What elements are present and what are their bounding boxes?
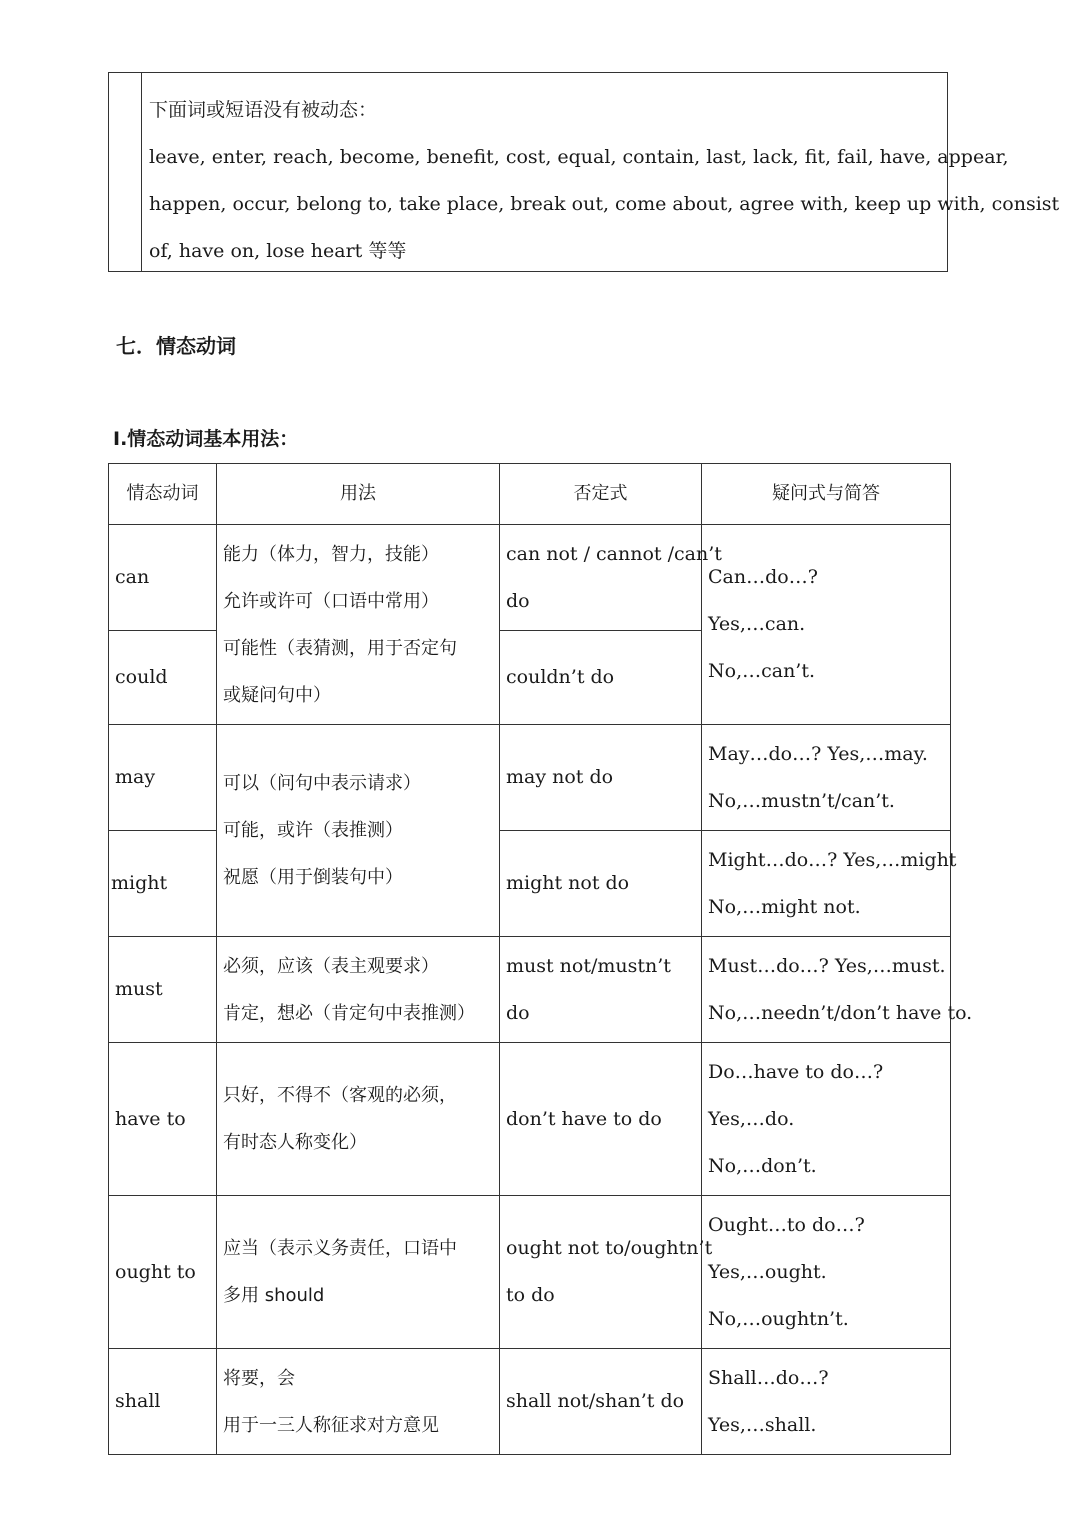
- usage-line: 应当（表示义务责任，口语中: [223, 1238, 457, 1259]
- verb-cell: shall: [109, 1349, 217, 1455]
- usage-line: 必须，应该（表主观要求）: [223, 955, 439, 977]
- answer-line: Yes,…do.: [708, 1107, 795, 1130]
- negative-cell: [500, 1196, 713, 1349]
- answer-line: Ought…to do…?: [708, 1213, 865, 1236]
- note-line: of, have on, lose heart 等等: [149, 240, 407, 262]
- passive-note-lines: [149, 87, 1060, 275]
- usage-line: 只好，不得不（客观的必须，: [223, 1085, 457, 1106]
- passive-note-box: [108, 72, 1060, 272]
- answer-cell: [702, 937, 973, 1043]
- answer-cell: [702, 525, 951, 725]
- negative-cell: [500, 525, 722, 631]
- usage-cell: [217, 1349, 500, 1455]
- sub-title: I.情态动词基本用法：: [113, 428, 299, 450]
- negative-cell: may not do: [500, 725, 702, 831]
- verb-cell: may: [109, 725, 217, 831]
- table-row: [109, 1043, 951, 1196]
- negative-cell: must not/mustn’t do: [500, 937, 702, 1043]
- table-row: [109, 1349, 951, 1455]
- verb-cell: could: [109, 631, 217, 725]
- negative-line: to do: [506, 1284, 555, 1306]
- negative-line: do: [506, 589, 530, 612]
- usage-line: 肯定，想必（肯定句中表推测）: [223, 1002, 475, 1024]
- answer-line: No,…oughtn’t.: [708, 1307, 849, 1330]
- verb-cell: ought to: [109, 1196, 217, 1349]
- usage-line: 可能，或许（表推测）: [223, 820, 403, 841]
- usage-line: 用于一三人称征求对方意见: [223, 1414, 439, 1436]
- usage-line: 多用 should: [223, 1285, 325, 1306]
- negative-cell: shall not/shan’t do: [500, 1349, 702, 1455]
- section-title: 七．情态动词: [116, 334, 236, 358]
- usage-cell: [217, 937, 500, 1043]
- table-row: [109, 725, 951, 831]
- note-line: happen, occur, belong to, take place, break out, come about, agree with, keep up with, consist: [149, 193, 1060, 215]
- answer-line: Yes,…ought.: [708, 1260, 827, 1283]
- header-modal-verb: 情态动词: [109, 464, 217, 525]
- usage-cell: [217, 1043, 500, 1196]
- answer-line: May…do…? Yes,…may.: [708, 742, 928, 765]
- header-usage: 用法: [217, 464, 500, 525]
- note-line: leave, enter, reach, become, benefit, cost, equal, contain, last, lack, fit, fail, have, appear,: [149, 146, 1009, 168]
- answer-cell: [702, 725, 951, 831]
- usage-cell: [217, 725, 500, 937]
- answer-line: Can…do…?: [708, 566, 818, 588]
- answer-cell: [702, 1349, 951, 1455]
- usage-line: 可以（问句中表示请求）: [223, 773, 421, 794]
- usage-line: 有时态人称变化）: [223, 1132, 367, 1153]
- answer-line: No,…mustn’t/can’t.: [708, 789, 895, 812]
- answer-line: Must…do…? Yes,…must.: [708, 954, 946, 977]
- usage-line: 允许或许可（口语中常用）: [223, 590, 439, 612]
- usage-cell: [217, 1196, 500, 1349]
- answer-line: Do…have to do…?: [708, 1060, 884, 1083]
- usage-line: 将要，会: [223, 1367, 295, 1389]
- table-row: [109, 1196, 951, 1349]
- answer-line: No,…don’t.: [708, 1154, 817, 1177]
- answer-line: Might…do…? Yes,…might: [708, 848, 957, 871]
- verb-cell: can: [109, 525, 217, 631]
- usage-line: 可能性（表猜测，用于否定句: [223, 637, 457, 659]
- negative-cell: might not do: [500, 831, 702, 937]
- verb-cell: have to: [109, 1043, 217, 1196]
- answer-line: Yes,…can.: [708, 613, 806, 635]
- answer-line: Shall…do…?: [708, 1366, 829, 1389]
- usage-line: 祝愿（用于倒装句中）: [223, 867, 403, 888]
- answer-cell: [702, 831, 957, 937]
- usage-line: 能力（体力，智力，技能）: [223, 543, 439, 565]
- answer-cell: [702, 1043, 951, 1196]
- negative-line: can not / cannot /can’t: [506, 542, 722, 565]
- negative-line: ought not to/oughtn’t: [506, 1237, 713, 1259]
- note-line: 下面词或短语没有被动态：: [149, 99, 378, 121]
- answer-line: No,…can’t.: [708, 660, 816, 682]
- verb-cell: must: [109, 937, 217, 1043]
- modal-verbs-table: [108, 463, 973, 1455]
- header-question-answer: 疑问式与简答: [702, 464, 951, 525]
- answer-cell: [702, 1196, 951, 1349]
- header-negative: 否定式: [500, 464, 702, 525]
- negative-cell: don’t have to do: [500, 1043, 702, 1196]
- answer-line: No,…needn’t/don’t have to.: [708, 1001, 973, 1024]
- usage-cell: [217, 525, 500, 725]
- answer-line: Yes,…shall.: [708, 1413, 817, 1436]
- negative-cell: couldn’t do: [500, 631, 702, 725]
- usage-line: 或疑问句中）: [223, 684, 331, 706]
- answer-line: No,…might not.: [708, 895, 861, 918]
- verb-cell: might: [109, 831, 217, 937]
- table-row: [109, 525, 951, 631]
- table-header-row: [109, 464, 951, 525]
- box-left-strip: [109, 73, 142, 271]
- table-row: [109, 937, 951, 1043]
